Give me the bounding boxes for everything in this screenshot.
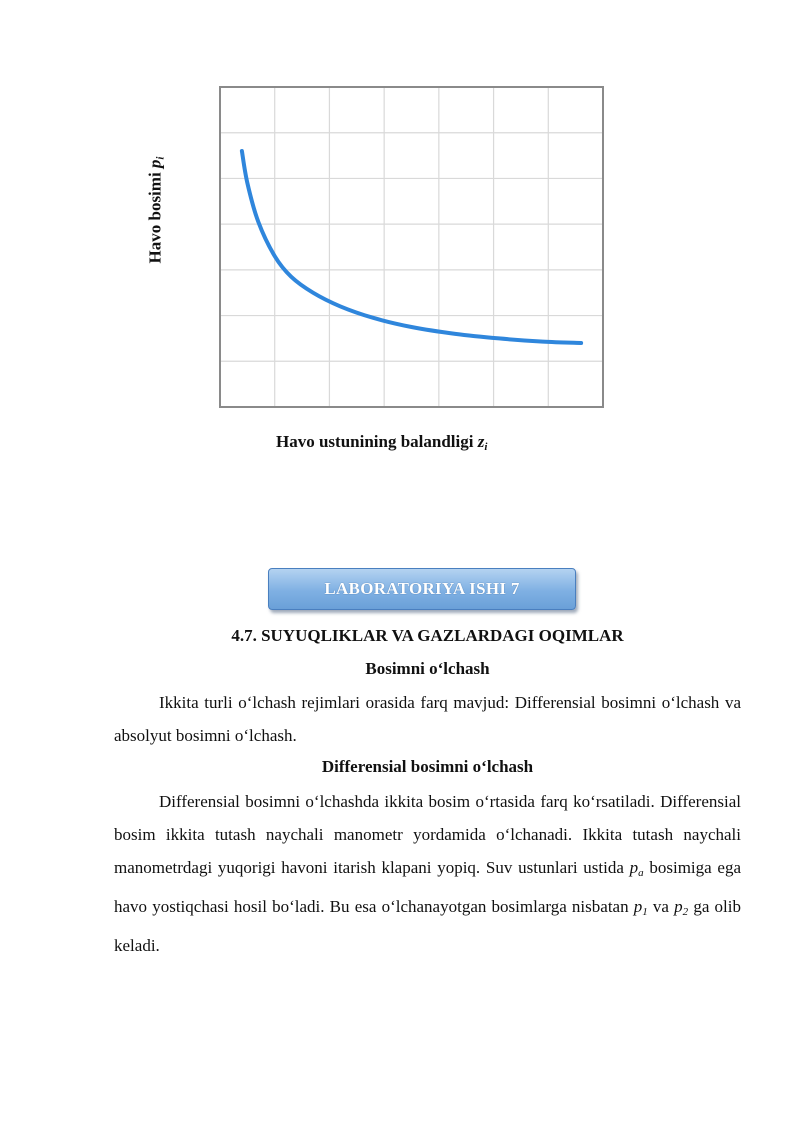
x-axis-label: Havo ustunining balandligi $z_i$	[276, 432, 488, 453]
figure	[0, 0, 800, 460]
pressure-curve	[242, 151, 581, 343]
paragraph-differential: Differensial bosimni o‘lchashda ikkita bosim o‘rtasida farq ko‘rsatiladi. Differensial bosim ikkita tutash naychali manometr yordamida o‘lchanadi. Ikkita tutash naychali manometrdagi yuqorigi havoni itarish klapani yopiq. Suv ustunlari ustida $p_a$ bosimiga ega havo yostiqchasi hosil bo‘ladi. Bu esa o‘lchanayotgan bosimlarga nisbatan $p_1$ va $p_2$ ga olib keladi.	[114, 792, 742, 955]
differential-title: Differensial bosimni o‘lchash	[321, 757, 534, 776]
pressure-height-chart	[0, 0, 800, 460]
y-axis-label: Havo bosimi $p_i$	[145, 156, 167, 264]
lab-banner-label: LABORATORIYA ISHI 7	[324, 579, 520, 598]
section-title: 4.7. SUYUQLIKLAR VA GAZLARDAGI OQIMLAR	[231, 626, 624, 645]
chart-grid	[220, 87, 603, 407]
chart-frame	[220, 87, 603, 407]
paragraph-modes: Ikkita turli o‘lchash rejimlari orasida farq mavjud: Differensial bosimni o‘lchash va absolyut bosimni o‘lchash.	[114, 693, 741, 745]
lab-banner	[268, 568, 576, 610]
section-subtitle: Bosimni o‘lchash	[365, 659, 490, 678]
